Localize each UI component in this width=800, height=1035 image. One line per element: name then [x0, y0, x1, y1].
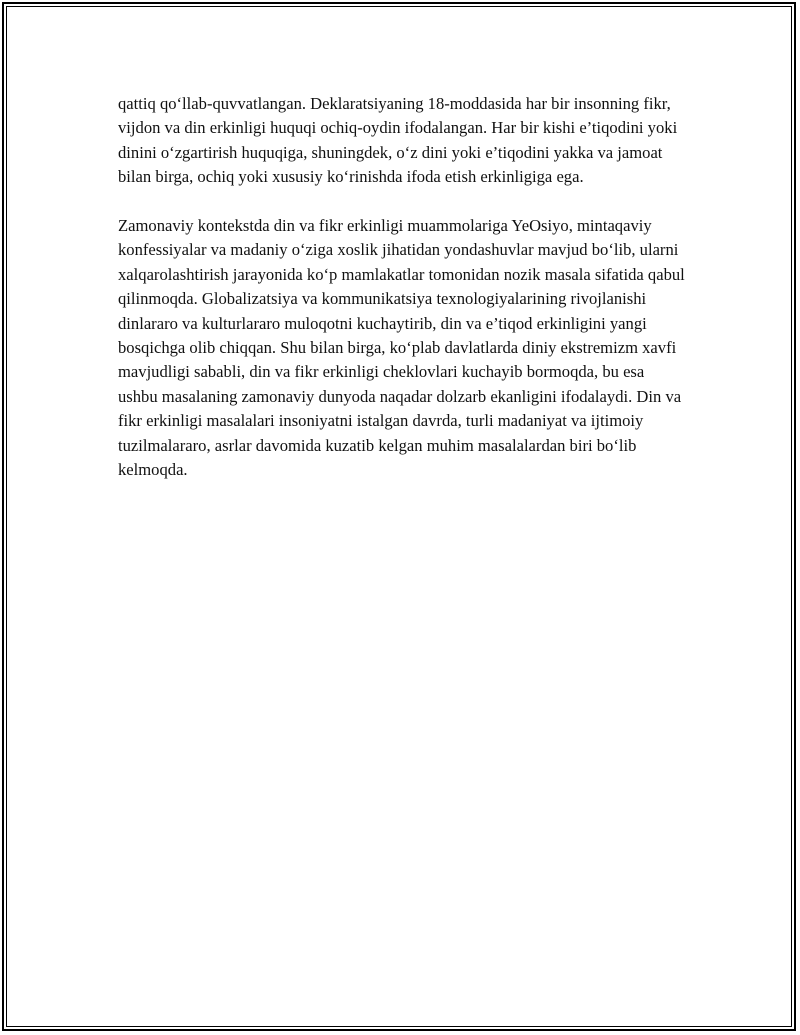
paragraph-1: qattiq qo‘llab-quvvatlangan. Deklaratsiyaning 18-moddasida har bir insonning fikr, vijdon va din erkinligi huquqi ochiq-oydin ifodalangan. Har bir kishi e’tiqodini yoki dinini o‘zgartirish huquqiga, shuningdek, o‘z dini yoki e’tiqodini yakka va jamoat bilan birga, ochiq yoki xususiy ko‘rinishda ifoda etish erkinligiga ega.: [118, 94, 678, 187]
document-body: [118, 92, 688, 507]
paragraph-2: Zamonaviy kontekstda din va fikr erkinligi muammolariga YeOsiyo, mintaqaviy konfessiyalar va madaniy o‘ziga xoslik jihatidan yondashuvlar mavjud bo‘lib, ularni xalqarolashtirish jarayonida ko‘p mamlakatlar tomonidan nozik masala sifatida qabul qilinmoqda. Globalizatsiya va kommunikatsiya texnologiyalarining rivojlanishi dinlararo va kulturlararo muloqotni kuchaytirib, din va e’tiqod erkinligini yangi bosqichga olib chiqqan. Shu bilan birga, ko‘plab davlatlarda diniy ekstremizm xavfi mavjudligi sababli, din va fikr erkinligi cheklovlari kuchayib bormoqda, bu esa ushbu masalaning zamonaviy dunyoda naqadar dolzarb ekanligini ifodalaydi. Din va fikr erkinligi masalalari insoniyatni istalgan davrda, turli madaniyat va ijtimoiy tuzilmalararo, asrlar davomida kuzatib kelgan muhim masalalardan biri bo‘lib kelmoqda.: [118, 216, 685, 480]
